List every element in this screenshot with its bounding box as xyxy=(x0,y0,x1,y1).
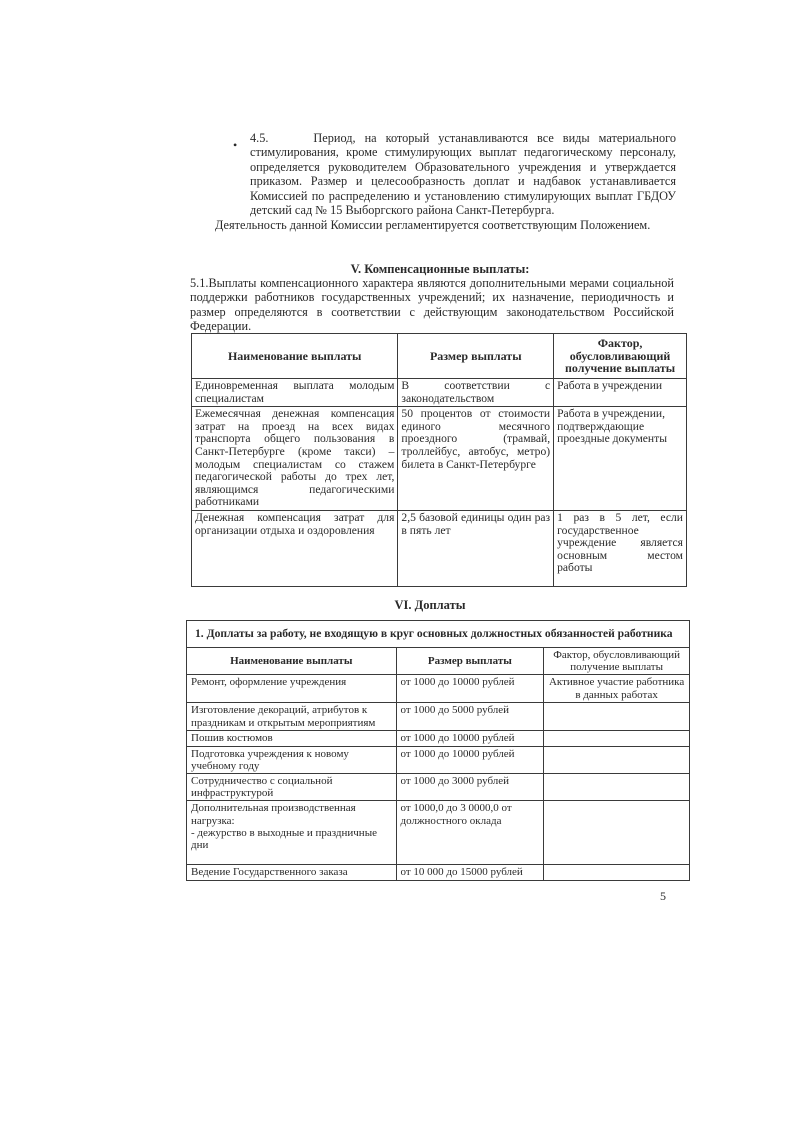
table-cell-name: Сотрудничество с социальной инфраструктурой xyxy=(187,774,397,801)
table-caption-row xyxy=(187,621,690,648)
table-cell-size: от 1000 до 10000 рублей xyxy=(396,731,544,746)
column-header-factor: Фактор, обусловливающий получение выплаты xyxy=(544,648,690,675)
table-row xyxy=(192,407,687,511)
table-row xyxy=(187,731,690,746)
table-row xyxy=(187,675,690,703)
table-cell-name: Пошив костюмов xyxy=(187,731,397,746)
table-row xyxy=(187,865,690,880)
table-cell-factor xyxy=(544,774,690,801)
table-cell-factor xyxy=(544,865,690,880)
table-cell-size: 50 процентов от стоимости единого месячного проездного (трамвай, троллейбус, автобус, метро) билета в Санкт-Петербурге xyxy=(398,407,554,511)
table-cell-factor xyxy=(544,731,690,746)
table-cell-factor: Работа в учреждении xyxy=(554,379,687,407)
table-cell-name: Ведение Государственного заказа xyxy=(187,865,397,880)
table-cell-factor: 1 раз в 5 лет, если государственное учреждение является основным местом работы xyxy=(554,510,687,586)
table-cell-factor: Активное участие работника в данных работах xyxy=(544,675,690,703)
table-cell-size: от 1000 до 10000 рублей xyxy=(396,675,544,703)
column-header-name: Наименование выплаты xyxy=(192,334,398,379)
column-header-size: Размер выплаты xyxy=(398,334,554,379)
section-5-1-paragraph: 5.1.Выплаты компенсационного характера являются дополнительными мерами социальной поддержки работников государственных учреждений; их назначение, периодичность и размер определяются в соответствии с действующим законодательством Российской Федерации. xyxy=(190,276,674,334)
table-cell-name: Денежная компенсация затрат для организации отдыха и оздоровления xyxy=(192,510,398,586)
column-header-factor: Фактор, обусловливающий получение выплаты xyxy=(554,334,687,379)
table-cell-size: В соответствии с законодательством xyxy=(398,379,554,407)
commission-regulation-note: Деятельность данной Комиссии регламентируется соответствующим Положением. xyxy=(215,218,651,232)
additional-payments-table xyxy=(186,620,690,881)
table-caption: 1. Доплаты за работу, не входящую в круг основных должностных обязанностей работника xyxy=(187,621,690,648)
table-cell-name: Ремонт, оформление учреждения xyxy=(187,675,397,703)
table-cell-name: Изготовление декораций, атрибутов к праздникам и открытым мероприятиям xyxy=(187,703,397,731)
section-4-5-paragraph xyxy=(250,131,676,217)
table-row xyxy=(192,379,687,407)
table-cell-name: Ежемесячная денежная компенсация затрат на проезд на всех видах транспорта общего пользования в Санкт-Петербурге (кроме такси) – молодым специалистам со стажем педагогической работы до трех лет, являющимся педагогическими работниками xyxy=(192,407,398,511)
table-cell-factor xyxy=(544,703,690,731)
table-cell-factor: Работа в учреждении, подтверждающие проездные документы xyxy=(554,407,687,511)
table-row xyxy=(187,801,690,865)
compensation-payments-table xyxy=(191,333,687,587)
table-row xyxy=(187,746,690,773)
table-row xyxy=(192,510,687,586)
table-cell-factor xyxy=(544,746,690,773)
section-5-heading: V. Компенсационные выплаты: xyxy=(350,262,530,276)
table-cell-size: от 1000,0 до 3 0000,0 от должностного оклада xyxy=(396,801,544,865)
section-4-5-text: Период, на который устанавливаются все виды материального стимулирования, кроме стимулирующих выплат педагогическому персоналу, определяется руководителем Образовательного учреждения и утверждается приказом. Размер и целесообразность доплат и надбавок устанавливается Комиссией по распределению и установлению стимулирующих выплат ГБДОУ детский сад № 15 Выборгского района Санкт-Петербурга. xyxy=(250,131,676,218)
section-6-heading: VI. Доплаты xyxy=(394,598,466,612)
table-cell-name: Дополнительная производственная нагрузка: - дежурство в выходные и праздничные дни xyxy=(187,801,397,865)
page-number: 5 xyxy=(660,889,666,903)
table-cell-size: от 1000 до 5000 рублей xyxy=(396,703,544,731)
table-cell-name: Единовременная выплата молодым специалистам xyxy=(192,379,398,407)
table-header-row xyxy=(192,334,687,379)
table-cell-size: от 1000 до 3000 рублей xyxy=(396,774,544,801)
column-header-size: Размер выплаты xyxy=(396,648,544,675)
column-header-name: Наименование выплаты xyxy=(187,648,397,675)
bullet-marker: • xyxy=(233,138,238,152)
table-row xyxy=(187,703,690,731)
table-cell-name: Подготовка учреждения к новому учебному году xyxy=(187,746,397,773)
section-4-5-number: 4.5. xyxy=(250,131,269,145)
table-cell-size: от 10 000 до 15000 рублей xyxy=(396,865,544,880)
table-cell-size: от 1000 до 10000 рублей xyxy=(396,746,544,773)
table-header-row xyxy=(187,648,690,675)
table-cell-factor xyxy=(544,801,690,865)
table-cell-size: 2,5 базовой единицы один раз в пять лет xyxy=(398,510,554,586)
table-row xyxy=(187,774,690,801)
